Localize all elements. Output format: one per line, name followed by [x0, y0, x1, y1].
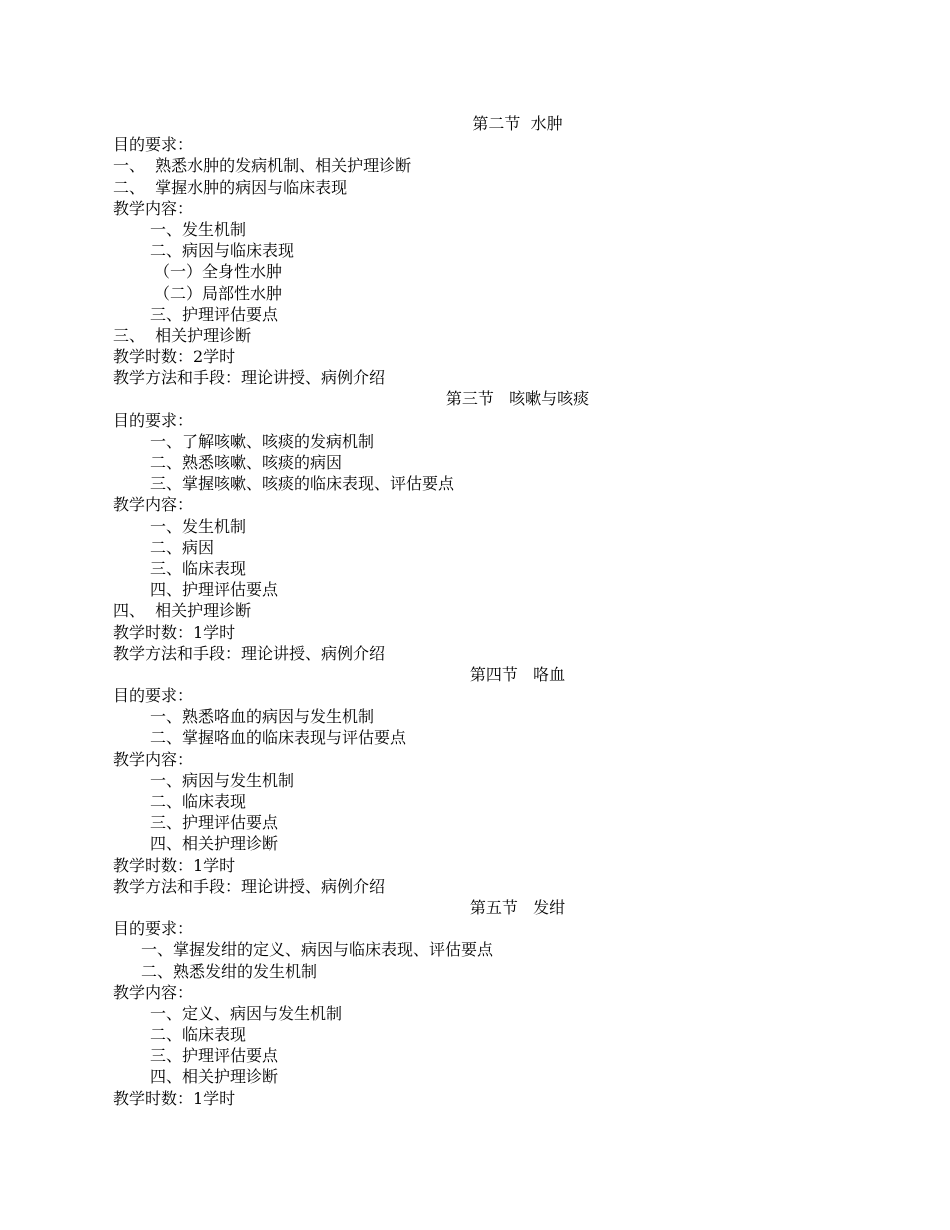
content-item: 三、护理评估要点 — [150, 1046, 279, 1066]
content-item: 四、护理评估要点 — [150, 580, 279, 600]
objective-label: 目的要求： — [113, 135, 194, 155]
objective-item: 二、 掌握水肿的病因与临床表现 — [113, 177, 348, 197]
objective-label: 目的要求： — [113, 686, 194, 706]
content-item: 四、相关护理诊断 — [150, 834, 279, 854]
objective-item: 二、熟悉咳嗽、咳痰的病因 — [150, 453, 343, 472]
objective-item: 一、了解咳嗽、咳痰的发病机制 — [150, 431, 375, 451]
document-body — [113, 113, 843, 1109]
teaching-methods: 教学方法和手段：理论讲授、病例介绍 — [113, 876, 386, 896]
objective-item: 三、掌握咳嗽、咳痰的临床表现、评估要点 — [150, 474, 455, 494]
content-item: 一、发生机制 — [150, 219, 247, 239]
content-label: 教学内容： — [113, 982, 194, 1002]
content-item: 二、病因与临床表现 — [150, 241, 295, 261]
content-item: 三、 相关护理诊断 — [113, 325, 252, 345]
content-label: 教学内容： — [113, 495, 194, 515]
teaching-hours: 教学时数：2学时 — [113, 347, 236, 367]
content-item: （一）全身性水肿 — [154, 262, 283, 282]
objective-item: 一、掌握发绀的定义、病因与临床表现、评估要点 — [141, 940, 494, 960]
section-title: 第五节 发绀 — [469, 897, 566, 917]
content-item: 二、病因 — [150, 537, 215, 557]
content-item: 二、临床表现 — [150, 1025, 247, 1045]
content-item: 一、定义、病因与发生机制 — [150, 1003, 343, 1023]
objective-label: 目的要求： — [113, 410, 194, 430]
objective-label: 目的要求： — [113, 919, 194, 939]
objective-item: 二、掌握咯血的临床表现与评估要点 — [150, 728, 407, 748]
section-title: 第三节 咳嗽与咳痰 — [445, 389, 590, 409]
content-item: 一、病因与发生机制 — [150, 770, 295, 790]
teaching-hours: 教学时数：1学时 — [113, 855, 236, 875]
teaching-hours: 教学时数：1学时 — [113, 622, 236, 642]
content-label: 教学内容： — [113, 198, 194, 218]
content-item: 一、发生机制 — [150, 516, 247, 536]
content-item: 四、相关护理诊断 — [150, 1067, 279, 1087]
objective-item: 一、 熟悉水肿的发病机制、相关护理诊断 — [113, 156, 412, 176]
content-label: 教学内容： — [113, 749, 194, 769]
section-title: 第二节 水肿 — [472, 114, 563, 133]
content-item: 三、护理评估要点 — [150, 304, 279, 324]
content-item: 四、 相关护理诊断 — [113, 601, 252, 621]
content-item: 三、临床表现 — [150, 558, 247, 578]
section-title: 第四节 咯血 — [469, 664, 566, 684]
teaching-hours: 教学时数：1学时 — [113, 1088, 236, 1108]
objective-item: 一、熟悉咯血的病因与发生机制 — [150, 707, 375, 727]
content-item: 二、临床表现 — [150, 792, 247, 811]
teaching-methods: 教学方法和手段：理论讲授、病例介绍 — [113, 643, 386, 663]
content-item: （二）局部性水肿 — [154, 283, 283, 303]
objective-item: 二、熟悉发绀的发生机制 — [141, 961, 318, 981]
content-item: 三、护理评估要点 — [150, 813, 279, 833]
teaching-methods: 教学方法和手段：理论讲授、病例介绍 — [113, 368, 386, 388]
